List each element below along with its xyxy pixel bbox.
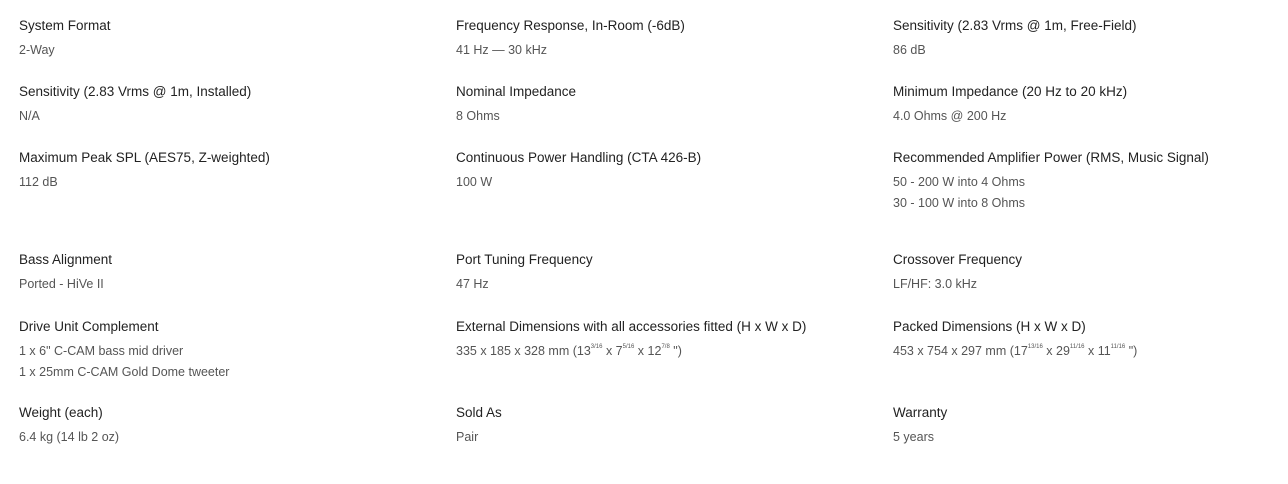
fraction-superscript: 11/16 xyxy=(1069,344,1085,350)
spec-label: Frequency Response, In-Room (-6dB) xyxy=(456,18,685,33)
spec-value-line: 50 - 200 W into 4 Ohms xyxy=(893,175,1026,189)
spec-label: Bass Alignment xyxy=(19,252,113,267)
spec-drive-unit-complement xyxy=(19,318,229,383)
spec-external-dimensions xyxy=(456,318,806,362)
dimension-text: ") xyxy=(1125,344,1138,358)
spec-label: Sensitivity (2.83 Vrms @ 1m, Installed) xyxy=(19,84,252,99)
spec-value: 2-Way xyxy=(19,43,55,57)
dimension-text: x 11 xyxy=(1084,344,1111,358)
spec-value: 47 Hz xyxy=(456,277,489,291)
fraction-superscript: 11/16 xyxy=(1110,344,1126,350)
spec-label: Nominal Impedance xyxy=(456,84,577,99)
fraction-superscript: 13/16 xyxy=(1027,344,1043,350)
spec-label: Minimum Impedance (20 Hz to 20 kHz) xyxy=(893,84,1128,99)
spec-packed-dimensions xyxy=(893,318,1137,362)
spec-label: Weight (each) xyxy=(19,405,103,420)
spec-warranty xyxy=(893,404,947,448)
spec-label: Recommended Amplifier Power (RMS, Music Signal) xyxy=(893,150,1209,165)
dimension-text: x 29 xyxy=(1042,344,1070,358)
spec-value: 112 dB xyxy=(19,175,58,189)
spec-label: System Format xyxy=(19,18,111,33)
spec-label: External Dimensions with all accessories fitted (H x W x D) xyxy=(456,319,807,334)
spec-sold-as xyxy=(456,404,502,448)
spec-label: Sold As xyxy=(456,405,502,420)
spec-value: Pair xyxy=(456,430,479,444)
spec-label: Warranty xyxy=(893,405,948,420)
spec-system-format xyxy=(19,17,111,61)
spec-value xyxy=(19,341,229,383)
spec-label: Packed Dimensions (H x W x D) xyxy=(893,319,1086,334)
spec-label: Drive Unit Complement xyxy=(19,319,159,334)
spec-continuous-power xyxy=(456,149,701,193)
spec-value: 5 years xyxy=(893,430,934,444)
spec-value: 86 dB xyxy=(893,43,926,57)
spec-value xyxy=(456,341,806,362)
spec-weight xyxy=(19,404,119,448)
spec-crossover-frequency xyxy=(893,251,1022,295)
spec-value xyxy=(893,172,1209,214)
spec-sensitivity-free-field xyxy=(893,17,1137,61)
dimension-text: x 7 xyxy=(602,344,623,358)
spec-value: N/A xyxy=(19,109,40,123)
spec-value: 41 Hz — 30 kHz xyxy=(456,43,548,57)
fraction-superscript: 3/16 xyxy=(590,344,603,350)
spec-value: 8 Ohms xyxy=(456,109,500,123)
spec-value: 4.0 Ohms @ 200 Hz xyxy=(893,109,1007,123)
spec-label: Continuous Power Handling (CTA 426-B) xyxy=(456,150,702,165)
spec-label: Sensitivity (2.83 Vrms @ 1m, Free-Field) xyxy=(893,18,1137,33)
spec-value: 6.4 kg (14 lb 2 oz) xyxy=(19,430,120,444)
spec-sensitivity-installed xyxy=(19,83,251,127)
spec-maximum-peak-spl xyxy=(19,149,270,193)
spec-value xyxy=(893,341,1137,362)
spec-nominal-impedance xyxy=(456,83,576,127)
dimension-text: x 12 xyxy=(634,344,662,358)
spec-bass-alignment xyxy=(19,251,112,295)
spec-label: Crossover Frequency xyxy=(893,252,1023,267)
spec-value-line: 30 - 100 W into 8 Ohms xyxy=(893,196,1026,210)
spec-value: LF/HF: 3.0 kHz xyxy=(893,277,978,291)
fraction-superscript: 7/8 xyxy=(661,344,670,350)
spec-port-tuning-frequency xyxy=(456,251,593,295)
spec-value: Ported - HiVe II xyxy=(19,277,104,291)
dimension-text: ") xyxy=(669,344,682,358)
dimension-text: 335 x 185 x 328 mm (13 xyxy=(456,344,591,358)
spec-value-line: 1 x 25mm C-CAM Gold Dome tweeter xyxy=(19,365,230,379)
spec-value: 100 W xyxy=(456,175,493,189)
dimension-text: 453 x 754 x 297 mm (17 xyxy=(893,344,1028,358)
spec-value-line: 1 x 6" C-CAM bass mid driver xyxy=(19,344,184,358)
spec-minimum-impedance xyxy=(893,83,1127,127)
fraction-superscript: 5/16 xyxy=(622,344,635,350)
spec-label: Maximum Peak SPL (AES75, Z-weighted) xyxy=(19,150,270,165)
spec-frequency-response xyxy=(456,17,685,61)
spec-label: Port Tuning Frequency xyxy=(456,252,593,267)
spec-recommended-amplifier-power xyxy=(893,149,1209,214)
